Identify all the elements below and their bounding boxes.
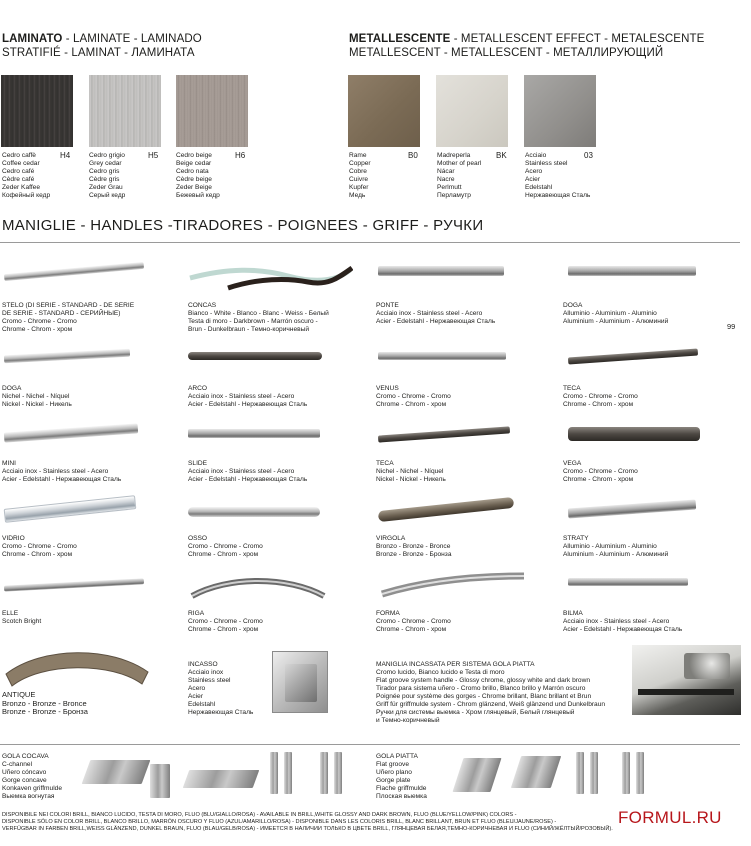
- gola-cocava-profile-2: [150, 764, 170, 798]
- handle-osso-image: [188, 507, 320, 517]
- handle-finish: Acier - Edelstahl - Нержавеющая Сталь: [376, 318, 496, 325]
- handle-forma-image: [378, 570, 528, 600]
- handle-finish: Cromo - Chrome - Cromo: [376, 618, 451, 625]
- handle-finish: Cromo - Chrome - Cromo: [376, 393, 451, 400]
- handle-finish: Bronzo - Bronze - Bronce: [376, 543, 451, 550]
- gola-piatta-caption: GOLA PIATTA Flat groove Uñero plano Gorge plate Flache griffmulde Плоская выемка: [376, 753, 427, 800]
- handle-caption: [376, 460, 446, 484]
- gola-cocava-profile-4: [270, 752, 278, 794]
- handle-vidrio-image: [4, 495, 137, 523]
- handle-finish: Acier - Edelstahl - Нержавеющая Сталь: [563, 626, 683, 633]
- handle-caption: [188, 610, 263, 634]
- gola-cocava-profile-6: [320, 752, 328, 794]
- handle-mini-image: [4, 423, 138, 442]
- handle-finish: Chrome - Chrom - хром: [2, 326, 73, 333]
- handle-caption: [2, 385, 72, 409]
- handles-title: MANIGLIE - HANDLES -TIRADORES - POIGNEES - GRIFF - РУЧКИ: [2, 217, 484, 234]
- handle-finish: Scotch Bright: [2, 618, 42, 625]
- handle-finish: Chrome - Chrom - хром: [563, 476, 634, 483]
- gola-cocava-profile-7: [334, 752, 342, 794]
- handle-finish: Brun - Dunkelbraun - Темно-коричневый: [188, 326, 310, 333]
- handle-caption: [376, 535, 452, 559]
- handle-finish: Cromo - Chrome - Cromo: [188, 618, 263, 625]
- handle-finish: Acciaio inox - Stainless steel - Acero: [188, 393, 295, 400]
- handle-name: DOGA: [563, 302, 583, 309]
- swatch-stainless-steel: [524, 75, 596, 147]
- handle-finish: Alluminio - Aluminium - Aluminio: [563, 310, 657, 317]
- handle-doga-aluminium-image: [568, 266, 696, 276]
- handle-caption: [2, 460, 121, 484]
- handle-finish: Acciaio inox - Stainless steel - Acero: [563, 618, 670, 625]
- handle-name: STRATY: [563, 535, 589, 542]
- gola-piatta-profile-2: [511, 756, 561, 788]
- handle-bilma-image: [568, 578, 688, 586]
- swatch-label-03: 03 Acciaio Stainless steel Acero Acier Edelstahl Нержавеющая Сталь: [525, 151, 593, 199]
- swatch-label-h6: H6 Cedro beige Beige cedar Cedro nata Cèdre beige Zeder Beige Бежевый кедр: [176, 151, 246, 199]
- handle-name: ARCO: [188, 385, 208, 392]
- handle-finish: Nickel - Nickel - Никель: [376, 476, 446, 483]
- handle-name: STELO (DI SERIE - STANDARD - DE SERIE: [2, 302, 135, 309]
- handle-name: RIGA: [188, 610, 205, 617]
- handle-finish: Acciaio inox - Stainless steel - Acero: [376, 310, 483, 317]
- handle-finish: DE SERIE - STANDARD - СЕРИЙНЫЕ): [2, 310, 121, 317]
- handle-finish: Cromo - Chrome - Cromo: [2, 543, 77, 550]
- handle-finish: Chrome - Chrom - хром: [376, 401, 447, 408]
- handle-teca-chrome-image: [568, 348, 698, 364]
- swatch-label-bk: BK Madreperla Mother of pearl Nácar Nacre Perlmutt Перламутр: [437, 151, 507, 199]
- handle-caption: [376, 302, 495, 326]
- handle-name: SLIDE: [188, 460, 208, 467]
- handle-finish: Acier - Edelstahl - Нержавеющая Сталь: [188, 401, 308, 408]
- handle-finish: Cromo - Chrome - Cromo: [563, 468, 638, 475]
- handle-finish: Acier - Edelstahl - Нержавеющая Сталь: [2, 476, 122, 483]
- gola-cocava-caption: GOLA COCAVA C-channel Uñero cóncavo Gorge concave Konkaven griffmulde Выемка вогнутая: [2, 753, 62, 800]
- handle-stelo-image: [4, 262, 144, 281]
- handle-finish: Acciaio inox - Stainless steel - Acero: [188, 468, 295, 475]
- handle-concas-image: [188, 262, 353, 292]
- handle-caption: [376, 610, 451, 634]
- handle-caption: [2, 610, 41, 626]
- handle-riga-image: [188, 570, 328, 600]
- handle-name: OSSO: [188, 535, 208, 542]
- handle-finish: Acier - Edelstahl - Нержавеющая Сталь: [188, 476, 308, 483]
- handle-finish: Nichel - Nichel - Níquel: [376, 468, 444, 475]
- swatch-grey-cedar: [89, 75, 161, 147]
- section-divider-bottom: [0, 744, 740, 745]
- handle-finish: Aluminium - Aluminium - Алюминий: [563, 551, 669, 558]
- handle-slide-image: [188, 429, 320, 438]
- handle-ponte-image: [378, 266, 504, 276]
- handle-finish: Cromo - Chrome - Cromo: [2, 318, 77, 325]
- handle-caption: [188, 535, 263, 559]
- handle-name: BILMA: [563, 610, 583, 617]
- swatch-label-h5: H5 Cedro grigio Grey cedar Cedro gris Cèdre gris Zeder Grau Серый кедр: [89, 151, 159, 199]
- handle-finish: Alluminio - Aluminium - Aluminio: [563, 543, 657, 550]
- gola-piatta-system-caption: MANIGLIA INCASSATA PER SISTEMA GOLA PIATTA Cromo lucido, Bianco lucido e Testa di moro Flat groove system handle - Glossy chrome, glossy white and dark brown Tirador para sistema uñero - Cromo brillo, Blanco brillo y Marrón oscuro Poignée pour système des gorges - Chrome brillant, Blanc brillant et Brun Griff für griffmulde system - Chrom glänzend, Weiß glänzend und Dunkelbraun Ручки для системы выемка - Хром глянцевый, Белый глянцевый и Темно-коричневый: [376, 661, 606, 724]
- swatch-beige-cedar: [176, 75, 248, 147]
- handle-caption: [376, 385, 451, 409]
- handle-elle-image: [4, 578, 144, 591]
- handle-finish: Testa di moro - Darkbrown - Marrón oscuro -: [188, 318, 318, 325]
- gola-piatta-system-photo: [632, 645, 741, 715]
- handle-finish: Chrome - Chrom - хром: [188, 551, 259, 558]
- handle-name: VENUS: [376, 385, 399, 392]
- swatch-coffee-cedar: [1, 75, 73, 147]
- handle-doga-nickel-image: [4, 349, 130, 364]
- handle-caption: [188, 460, 307, 484]
- handle-finish: Chrome - Chrom - хром: [376, 626, 447, 633]
- handle-name: VIRGOLA: [376, 535, 406, 542]
- handle-finish: Chrome - Chrom - хром: [188, 626, 259, 633]
- metallescente-title: METALLESCENTE - METALLESCENT EFFECT - METALESCENTE: [349, 33, 705, 45]
- handle-caption: [188, 385, 307, 409]
- handle-finish: Bronze - Bronze - Бронза: [376, 551, 452, 558]
- swatch-copper: [348, 75, 420, 147]
- handle-virgola-image: [378, 497, 514, 522]
- handle-name: PONTE: [376, 302, 399, 309]
- handle-caption: [563, 535, 668, 559]
- antique-caption: ANTIQUE Bronzo - Bronze - Bronce Bronze - Bronze - Бронза: [2, 690, 88, 717]
- gola-piatta-profile-3: [576, 752, 584, 794]
- handle-name: FORMA: [376, 610, 400, 617]
- handle-name: CONCAS: [188, 302, 217, 309]
- handle-finish: Chrome - Chrom - хром: [2, 551, 73, 558]
- gola-piatta-profile-6: [636, 752, 644, 794]
- swatch-label-b0: B0 Rame Copper Cobre Cuivre Kupfer Медь: [349, 151, 418, 199]
- handle-caption: [2, 302, 134, 334]
- handle-caption: [2, 535, 77, 559]
- handle-antique-image: [2, 642, 152, 690]
- handle-finish: Cromo - Chrome - Cromo: [188, 543, 263, 550]
- handle-finish: Aluminium - Aluminium - Алюминий: [563, 318, 669, 325]
- handle-caption: [563, 610, 682, 634]
- laminato-subtitle: STRATIFIÉ - LAMINAT - ЛАМИНАТА: [2, 47, 195, 59]
- handle-straty-image: [568, 500, 696, 519]
- handle-finish: Nickel - Nickel - Никель: [2, 401, 72, 408]
- handle-incasso-image: [272, 651, 328, 713]
- gola-piatta-profile-4: [590, 752, 598, 794]
- gola-cocava-profile-1: [82, 760, 151, 784]
- gola-piatta-profile-1: [452, 758, 501, 792]
- handle-name: DOGA: [2, 385, 22, 392]
- handle-venus-image: [378, 352, 506, 360]
- swatch-mother-of-pearl: [436, 75, 508, 147]
- page-number: 99: [727, 322, 736, 331]
- incasso-caption: INCASSO Acciaio inox Stainless steel Acero Acier Edelstahl Нержавеющая Сталь: [188, 661, 254, 716]
- gola-cocava-profile-3: [183, 770, 260, 788]
- handle-finish: Chrome - Chrom - хром: [563, 401, 634, 408]
- handle-name: MINI: [2, 460, 16, 467]
- handle-vega-image: [568, 427, 700, 441]
- handle-name: TECA: [563, 385, 581, 392]
- gola-cocava-profile-5: [284, 752, 292, 794]
- swatch-label-h4: H4 Cedro caffè Coffee cedar Cedro café Cèdre café Zeder Kaffee Кофейный кедр: [2, 151, 71, 199]
- watermark-text: FORMUL.RU: [618, 808, 722, 827]
- handle-name: VEGA: [563, 460, 582, 467]
- handle-name: TECA: [376, 460, 394, 467]
- handle-caption: [563, 385, 638, 409]
- handle-finish: Bianco - White - Blanco - Blanc - Weiss - Белый: [188, 310, 329, 317]
- handle-name: VIDRIO: [2, 535, 25, 542]
- gola-piatta-profile-5: [622, 752, 630, 794]
- handle-finish: Nichel - Nichel - Níquel: [2, 393, 70, 400]
- handle-finish: Acciaio inox - Stainless steel - Acero: [2, 468, 109, 475]
- handle-arco-image: [188, 352, 322, 360]
- metallescente-subtitle: METALLESCENT - METALLESCENT - МЕТАЛЛИРУЮЩИЙ: [349, 47, 664, 59]
- handle-caption: [563, 302, 668, 326]
- section-divider: [0, 242, 740, 243]
- handle-caption: [188, 302, 329, 334]
- handle-name: ELLE: [2, 610, 19, 617]
- handle-caption: [563, 460, 638, 484]
- handle-teca-nickel-image: [378, 426, 510, 442]
- footer-note: DISPONIBILE NEI COLORI BRILL, BIANCO LUCIDO, TESTA DI MORO, FLUO (BLU/GIALLO/ROSA) - AVAILABLE IN BRILL,WHITE GLOSSY AND DARK BROWN, FLUO (BLUE/YELLOW/PINK) COLORS - DISPONIBLE SÓLO EN COLOR BRILL, BLANCO BRILLO, MARRÓN OSCURO Y FLUO (AZUL/AMARILLO/ROSA) - DISPONIBLE DANS LES COLORIS BRILL, BLANC BRILLANT, BRUN ET FLUO (BLEU/JAUNE/ROSE) - VERFÜGBAR IN FARBEN BRILL,WEISS GLÄNZEND, DUNKEL BRAUN, FLUO (BLAU/GELB/ROSA) - ИМЕЕТСЯ В НАЛИЧИИ ТОЛЬКО В ЦВЕТЕ BRILL, ГЛЯНЦЕВАЯ БЕЛАЯ,ТЕМНО-КОРИЧНЕВАЯ И FLUO (СИНИЙ/ЖЁЛТЫЙ/РОЗОВЫЙ).: [2, 812, 613, 832]
- handle-finish: Cromo - Chrome - Cromo: [563, 393, 638, 400]
- laminato-title: LAMINATO - LAMINATE - LAMINADO: [2, 33, 202, 45]
